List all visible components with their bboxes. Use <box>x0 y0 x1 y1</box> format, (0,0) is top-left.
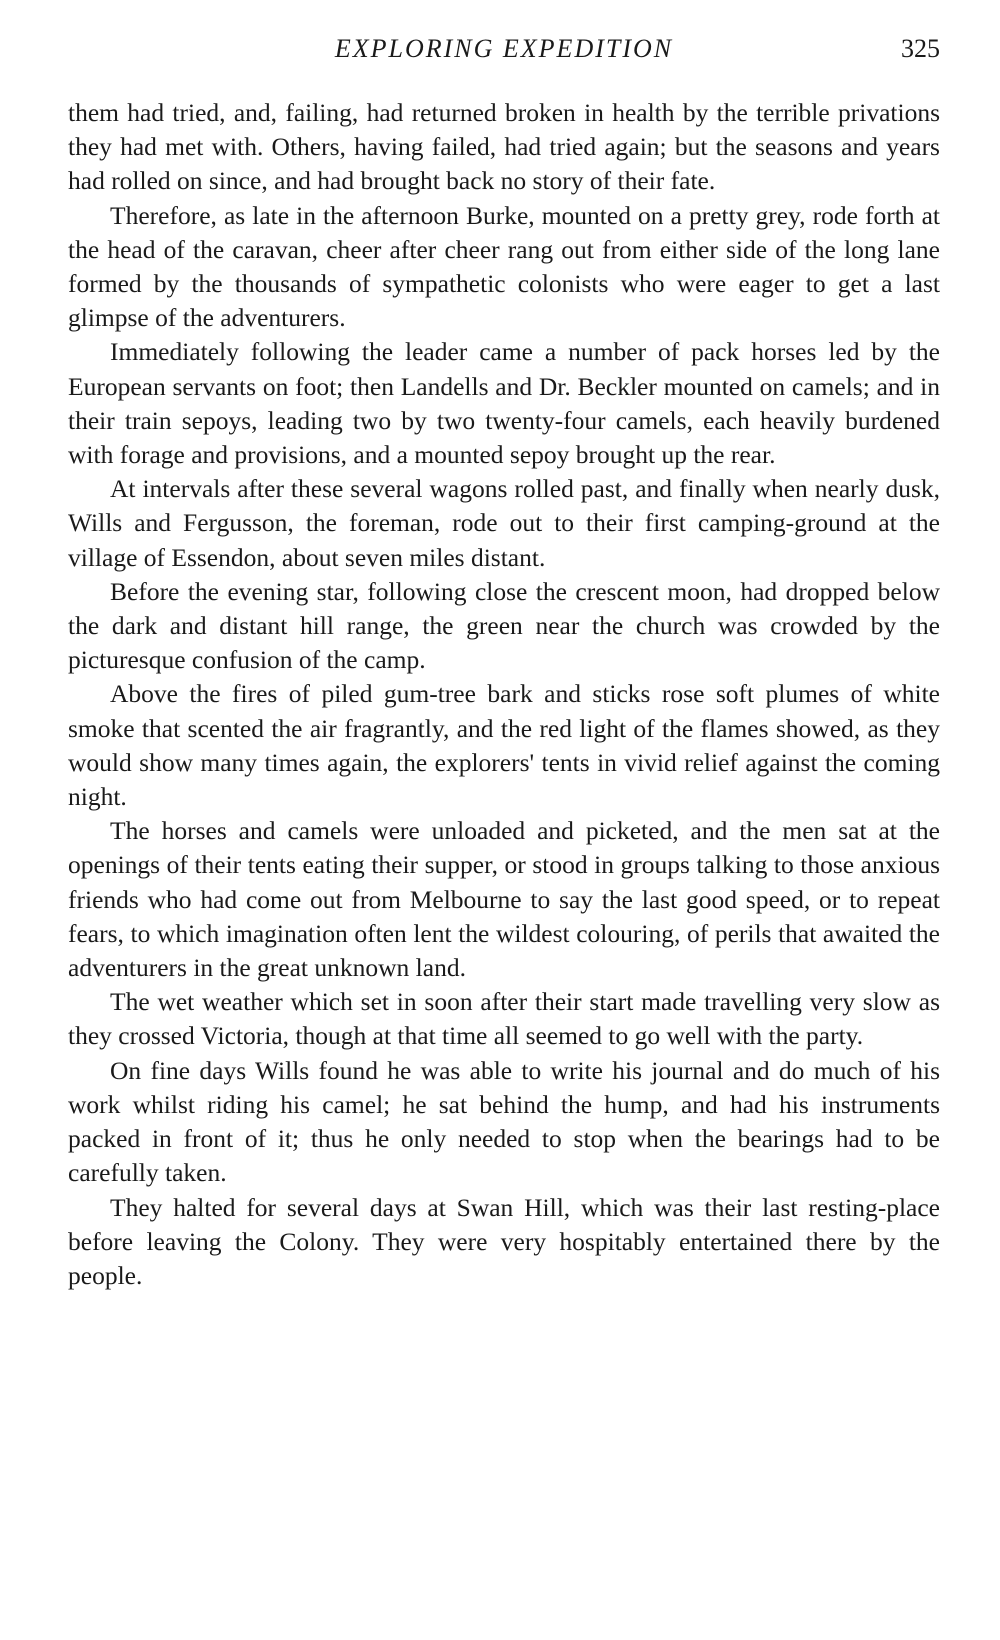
page-header <box>68 34 940 74</box>
paragraph: At intervals after these several wagons rolled past, and finally when nearly dusk, Wills and Fergusson, the foreman, rode out to their first camping-ground at the village of Essendon, about seven miles distant. <box>68 474 940 572</box>
paragraph: They halted for several days at Swan Hill, which was their last resting-place before leaving the Colony. They were very hospitably entertained there by the people. <box>68 1192 940 1290</box>
paragraph: The horses and camels were unloaded and picketed, and the men sat at the openings of their tents eating their supper, or stood in groups talking to those anxious friends who had come out from Melbourne to say the last good speed, or to repeat fears, to which imagination often lent the wildest colouring, of perils that awaited the adventurers in the great unknown land. <box>68 816 940 983</box>
paragraph: them had tried, and, failing, had returned broken in health by the terrible privations they had met with. Others, having failed, had tried again; but the seasons and years had rolled on since, and had brought back no story of their fate. <box>68 98 940 196</box>
paragraph: The wet weather which set in soon after their start made travelling very slow as they crossed Victoria, though at that time all seemed to go well with the party. <box>68 987 940 1051</box>
paragraph: Therefore, as late in the afternoon Burke, mounted on a pretty grey, rode forth at the head of the caravan, cheer after cheer rang out from either side of the long lane formed by the thousands of sympathetic colonists who were eager to get a last glimpse of the adventurers. <box>68 200 940 333</box>
body-text <box>68 96 940 1293</box>
paragraph: Immediately following the leader came a number of pack horses led by the European servants on foot; then Landells and Dr. Beckler mounted on camels; and in their train sepoys, leading two by two twenty-four camels, each heavily burdened with forage and provisions, and a mounted sepoy brought up the rear. <box>68 337 940 470</box>
running-title: EXPLORING EXPEDITION <box>334 34 674 63</box>
page-number: 325 <box>901 34 940 63</box>
paragraph: Before the evening star, following close the crescent moon, had dropped below the dark and distant hill range, the green near the church was crowded by the picturesque confusion of the camp. <box>68 576 940 675</box>
paragraph: Above the fires of piled gum-tree bark and sticks rose soft plumes of white smoke that scented the air fragrantly, and the red light of the flames showed, as they would show many times again, the explorers' tents in vivid relief against the coming night. <box>68 679 940 812</box>
paragraph: On fine days Wills found he was able to write his journal and do much of his work whilst riding his camel; he sat behind the hump, and had his instruments packed in front of it; thus he only needed to stop when the bearings had to be carefully taken. <box>68 1055 940 1188</box>
